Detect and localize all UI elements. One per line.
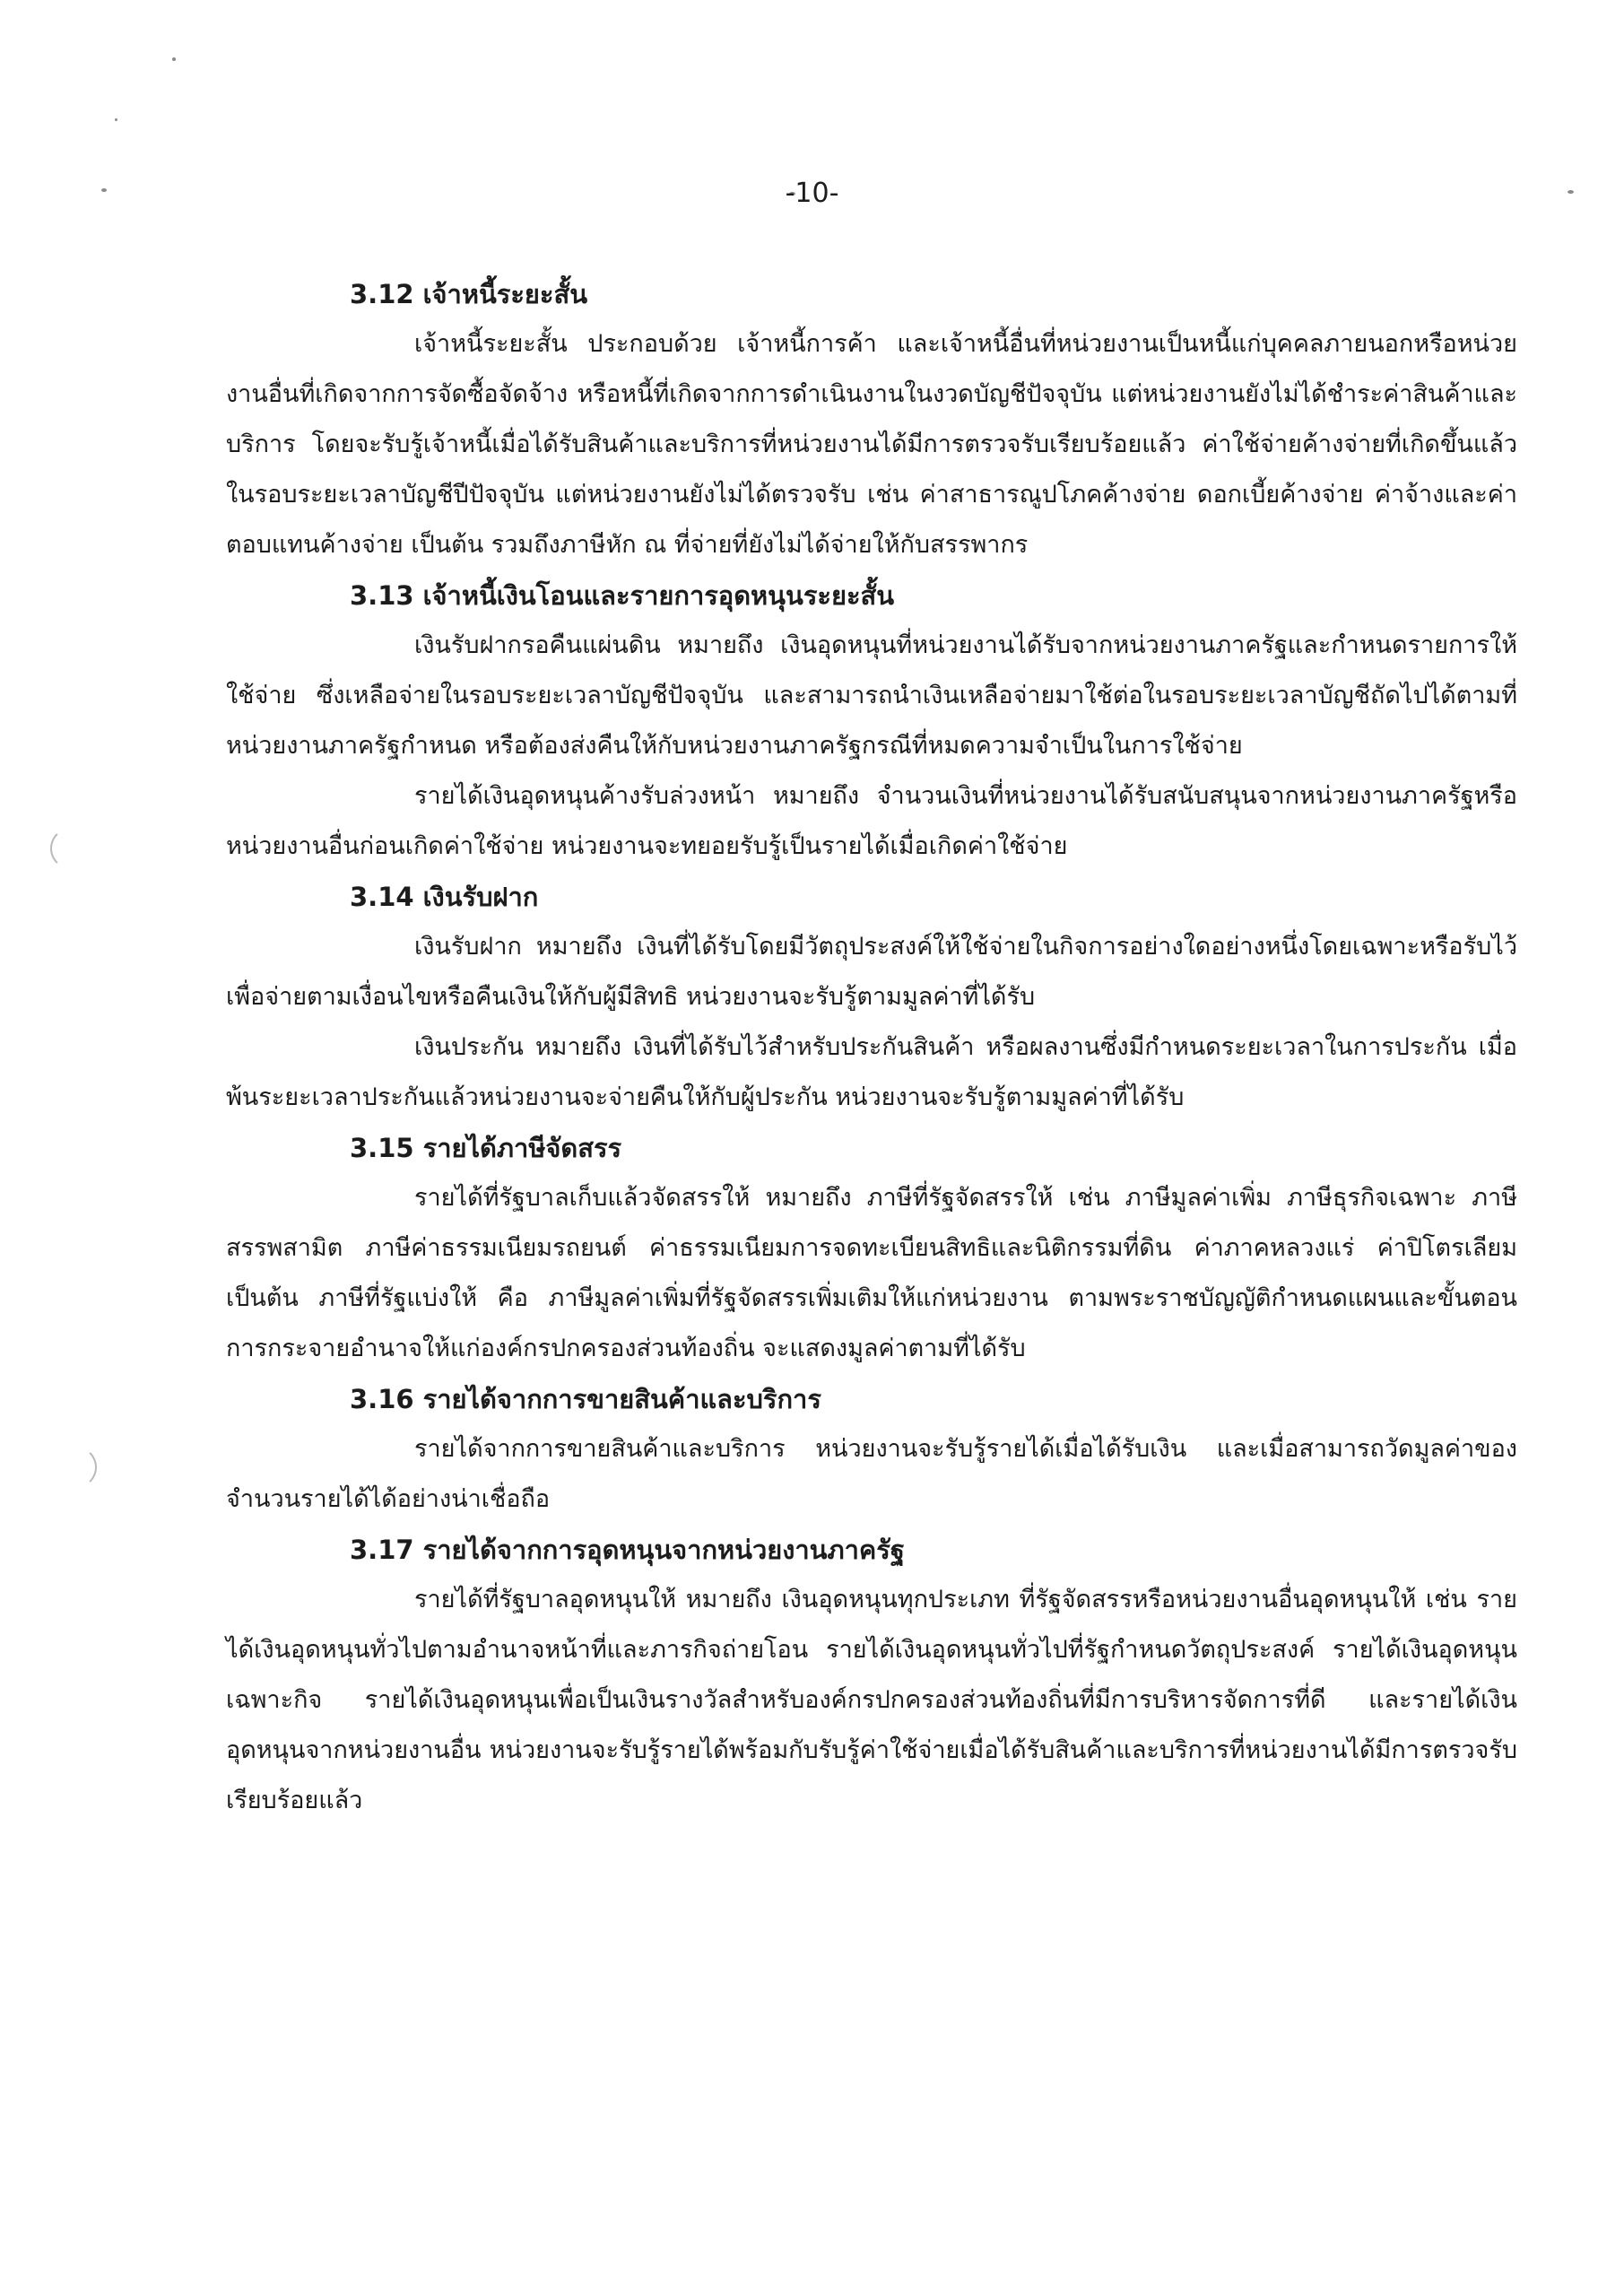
- punch-hole-mark: [52, 1446, 97, 1489]
- paragraph: เงินประกัน หมายถึง เงินที่ได้รับไว้สำหรับประกันสินค้า หรือผลงานซึ่งมีกำหนดระยะเวลาในการประกัน เมื่อพ้นระยะเวลาประกันแล้วหน่วยงานจะจ่ายคืนให้กับผู้ประกัน หน่วยงานจะรับรู้ตามมูลค่าที่ได้รับ: [226, 1033, 1517, 1111]
- paragraph: รายได้ที่รัฐบาลอุดหนุนให้ หมายถึง เงินอุดหนุนทุกประเภท ที่รัฐจัดสรรหรือหน่วยงานอื่นอุดหนุนให้ เช่น รายได้เงินอุดหนุนทั่วไปตามอำนาจหน้าที่และภารกิจถ่ายโอน รายได้เงินอุดหนุนทั่วไปที่รัฐกำหนดวัตถุประสงค์ รายได้เงินอุดหนุนเฉพาะกิจ รายได้เงินอุดหนุนเพื่อเป็นเงินรางวัลสำหรับองค์กรปกครองส่วนท้องถิ่นที่มีการบริหารจัดการที่ดี และรายได้เงินอุดหนุนจากหน่วยงานอื่น หน่วยงานจะรับรู้รายได้พร้อมกับรับรู้ค่าใช้จ่ายเมื่อได้รับสินค้าและบริการที่หน่วยงานได้มีการตรวจรับเรียบร้อยแล้ว: [226, 1586, 1517, 1814]
- punch-hole-mark: [50, 827, 95, 870]
- paragraph: เงินรับฝากรอคืนแผ่นดิน หมายถึง เงินอุดหนุนที่หน่วยงานได้รับจากหน่วยงานภาครัฐและกำหนดรายการให้ใช้จ่าย ซึ่งเหลือจ่ายในรอบระยะเวลาบัญชีปัจจุบัน และสามารถนำเงินเหลือจ่ายมาใช้ต่อในรอบระยะเวลาบัญชีถัดไปได้ตามที่หน่วยงานภาครัฐกำหนด หรือต้องส่งคืนให้กับหน่วยงานภาครัฐกรณีที่หมดความจำเป็นในการใช้จ่าย: [226, 631, 1517, 760]
- section-heading: 3.17 รายได้จากการอุดหนุนจากหน่วยงานภาครัฐ: [350, 1535, 905, 1565]
- section-heading: 3.13 เจ้าหนี้เงินโอนและรายการอุดหนุนระยะสั้น: [350, 580, 895, 611]
- section-heading: 3.12 เจ้าหนี้ระยะสั้น: [350, 279, 588, 309]
- section-3-17: [226, 1525, 1517, 1826]
- paragraph: เจ้าหนี้ระยะสั้น ประกอบด้วย เจ้าหนี้การค้า และเจ้าหนี้อื่นที่หน่วยงานเป็นหนี้แก่บุคคลภายนอกหรือหน่วยงานอื่นที่เกิดจากการจัดซื้อจัดจ้าง หรือหนี้ที่เกิดจากการดำเนินงานในงวดบัญชีปัจจุบัน แต่หน่วยงานยังไม่ได้ชำระค่าสินค้าและบริการ โดยจะรับรู้เจ้าหนี้เมื่อได้รับสินค้าและบริการที่หน่วยงานได้มีการตรวจรับเรียบร้อยแล้ว ค่าใช้จ่ายค้างจ่ายที่เกิดขึ้นแล้วในรอบระยะเวลาบัญชีปีปัจจุบัน แต่หน่วยงานยังไม่ได้ตรวจรับ เช่น ค่าสาธารณูปโภคค้างจ่าย ดอกเบี้ยค้างจ่าย ค่าจ้างและค่าตอบแทนค้างจ่าย เป็นต้น รวมถึงภาษีหัก ณ ที่จ่ายที่ยังไม่ได้จ่ายให้กับสรรพากร: [226, 330, 1517, 559]
- page-number: -10-: [785, 178, 839, 209]
- paragraph: เงินรับฝาก หมายถึง เงินที่ได้รับโดยมีวัตถุประสงค์ให้ใช้จ่ายในกิจการอย่างใดอย่างหนึ่งโดยเฉพาะหรือรับไว้เพื่อจ่ายตามเงื่อนไขหรือคืนเงินให้กับผู้มีสิทธิ หน่วยงานจะรับรู้ตามมูลค่าที่ได้รับ: [226, 933, 1517, 1011]
- section-3-15: [226, 1123, 1517, 1374]
- section-3-12: [226, 269, 1517, 570]
- scan-speck: [172, 57, 176, 61]
- section-3-14: [226, 872, 1517, 1123]
- scan-speck: [115, 118, 117, 121]
- document-body: [226, 269, 1517, 1826]
- paragraph: รายได้จากการขายสินค้าและบริการ หน่วยงานจะรับรู้รายได้เมื่อได้รับเงิน และเมื่อสามารถวัดมูลค่าของจำนวนรายได้ได้อย่างน่าเชื่อถือ: [226, 1435, 1517, 1513]
- paragraph: รายได้เงินอุดหนุนค้างรับล่วงหน้า หมายถึง จำนวนเงินที่หน่วยงานได้รับสนับสนุนจากหน่วยงานภาครัฐหรือหน่วยงานอื่นก่อนเกิดค่าใช้จ่าย หน่วยงานจะทยอยรับรู้เป็นรายได้เมื่อเกิดค่าใช้จ่าย: [226, 782, 1517, 860]
- section-3-13: [226, 570, 1517, 872]
- section-heading: 3.14 เงินรับฝาก: [350, 882, 539, 912]
- section-3-16: [226, 1374, 1517, 1525]
- section-heading: 3.15 รายได้ภาษีจัดสรร: [350, 1133, 622, 1163]
- paragraph: รายได้ที่รัฐบาลเก็บแล้วจัดสรรให้ หมายถึง ภาษีที่รัฐจัดสรรให้ เช่น ภาษีมูลค่าเพิ่ม ภาษีธุรกิจเฉพาะ ภาษีสรรพสามิต ภาษีค่าธรรมเนียมรถยนต์ ค่าธรรมเนียมการจดทะเบียนสิทธิและนิติกรรมที่ดิน ค่าภาคหลวงแร่ ค่าปิโตรเลียม เป็นต้น ภาษีที่รัฐแบ่งให้ คือ ภาษีมูลค่าเพิ่มที่รัฐจัดสรรเพิ่มเติมให้แก่หน่วยงาน ตามพระราชบัญญัติกำหนดแผนและขั้นตอนการกระจายอำนาจให้แก่องค์กรปกครองส่วนท้องถิ่น จะแสดงมูลค่าตามที่ได้รับ: [226, 1184, 1517, 1362]
- section-heading: 3.16 รายได้จากการขายสินค้าและบริการ: [350, 1384, 821, 1414]
